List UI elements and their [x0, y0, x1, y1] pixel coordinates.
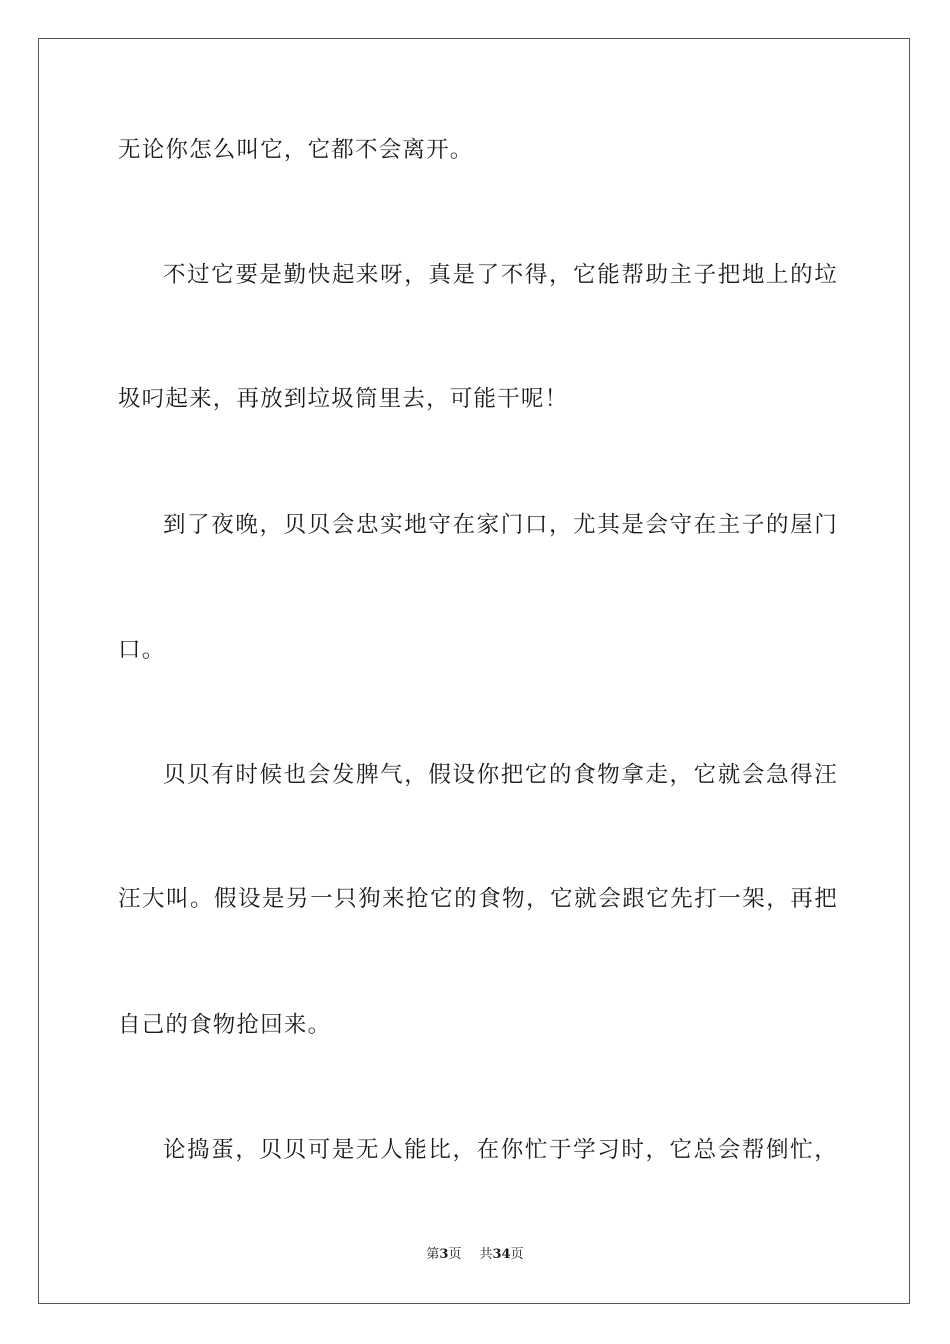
- text-line: 到了夜晚，贝贝会忠实地守在家门口，尤其是会守在主子的屋门: [163, 512, 838, 538]
- total-suffix: 页: [510, 1247, 524, 1262]
- text-line: 不过它要是勤快起来呀，真是了不得，它能帮助主子把地上的垃: [163, 262, 838, 288]
- page-footer: [0, 1246, 950, 1264]
- total-pages: 34: [492, 1247, 511, 1262]
- text-line: 圾叼起来，再放到垃圾筒里去，可能干呢！: [118, 386, 569, 412]
- page-number: 3: [439, 1247, 449, 1262]
- text-line: 贝贝有时候也会发脾气，假设你把它的食物拿走，它就会急得汪: [163, 762, 838, 788]
- text-line: 口。: [118, 637, 166, 663]
- page-suffix: 页: [448, 1247, 462, 1262]
- text-line: 无论你怎么叫它，它都不会离开。: [118, 137, 474, 163]
- page-prefix: 第: [426, 1247, 440, 1262]
- text-line: 论捣蛋，贝贝可是无人能比，在你忙于学习时，它总会帮倒忙，: [163, 1137, 838, 1163]
- text-line: 汪大叫。假设是另一只狗来抢它的食物，它就会跟它先打一架，再把: [118, 886, 838, 912]
- text-line: 自己的食物抢回来。: [118, 1012, 332, 1038]
- page-border: [38, 38, 910, 1304]
- total-prefix: 共: [479, 1247, 493, 1262]
